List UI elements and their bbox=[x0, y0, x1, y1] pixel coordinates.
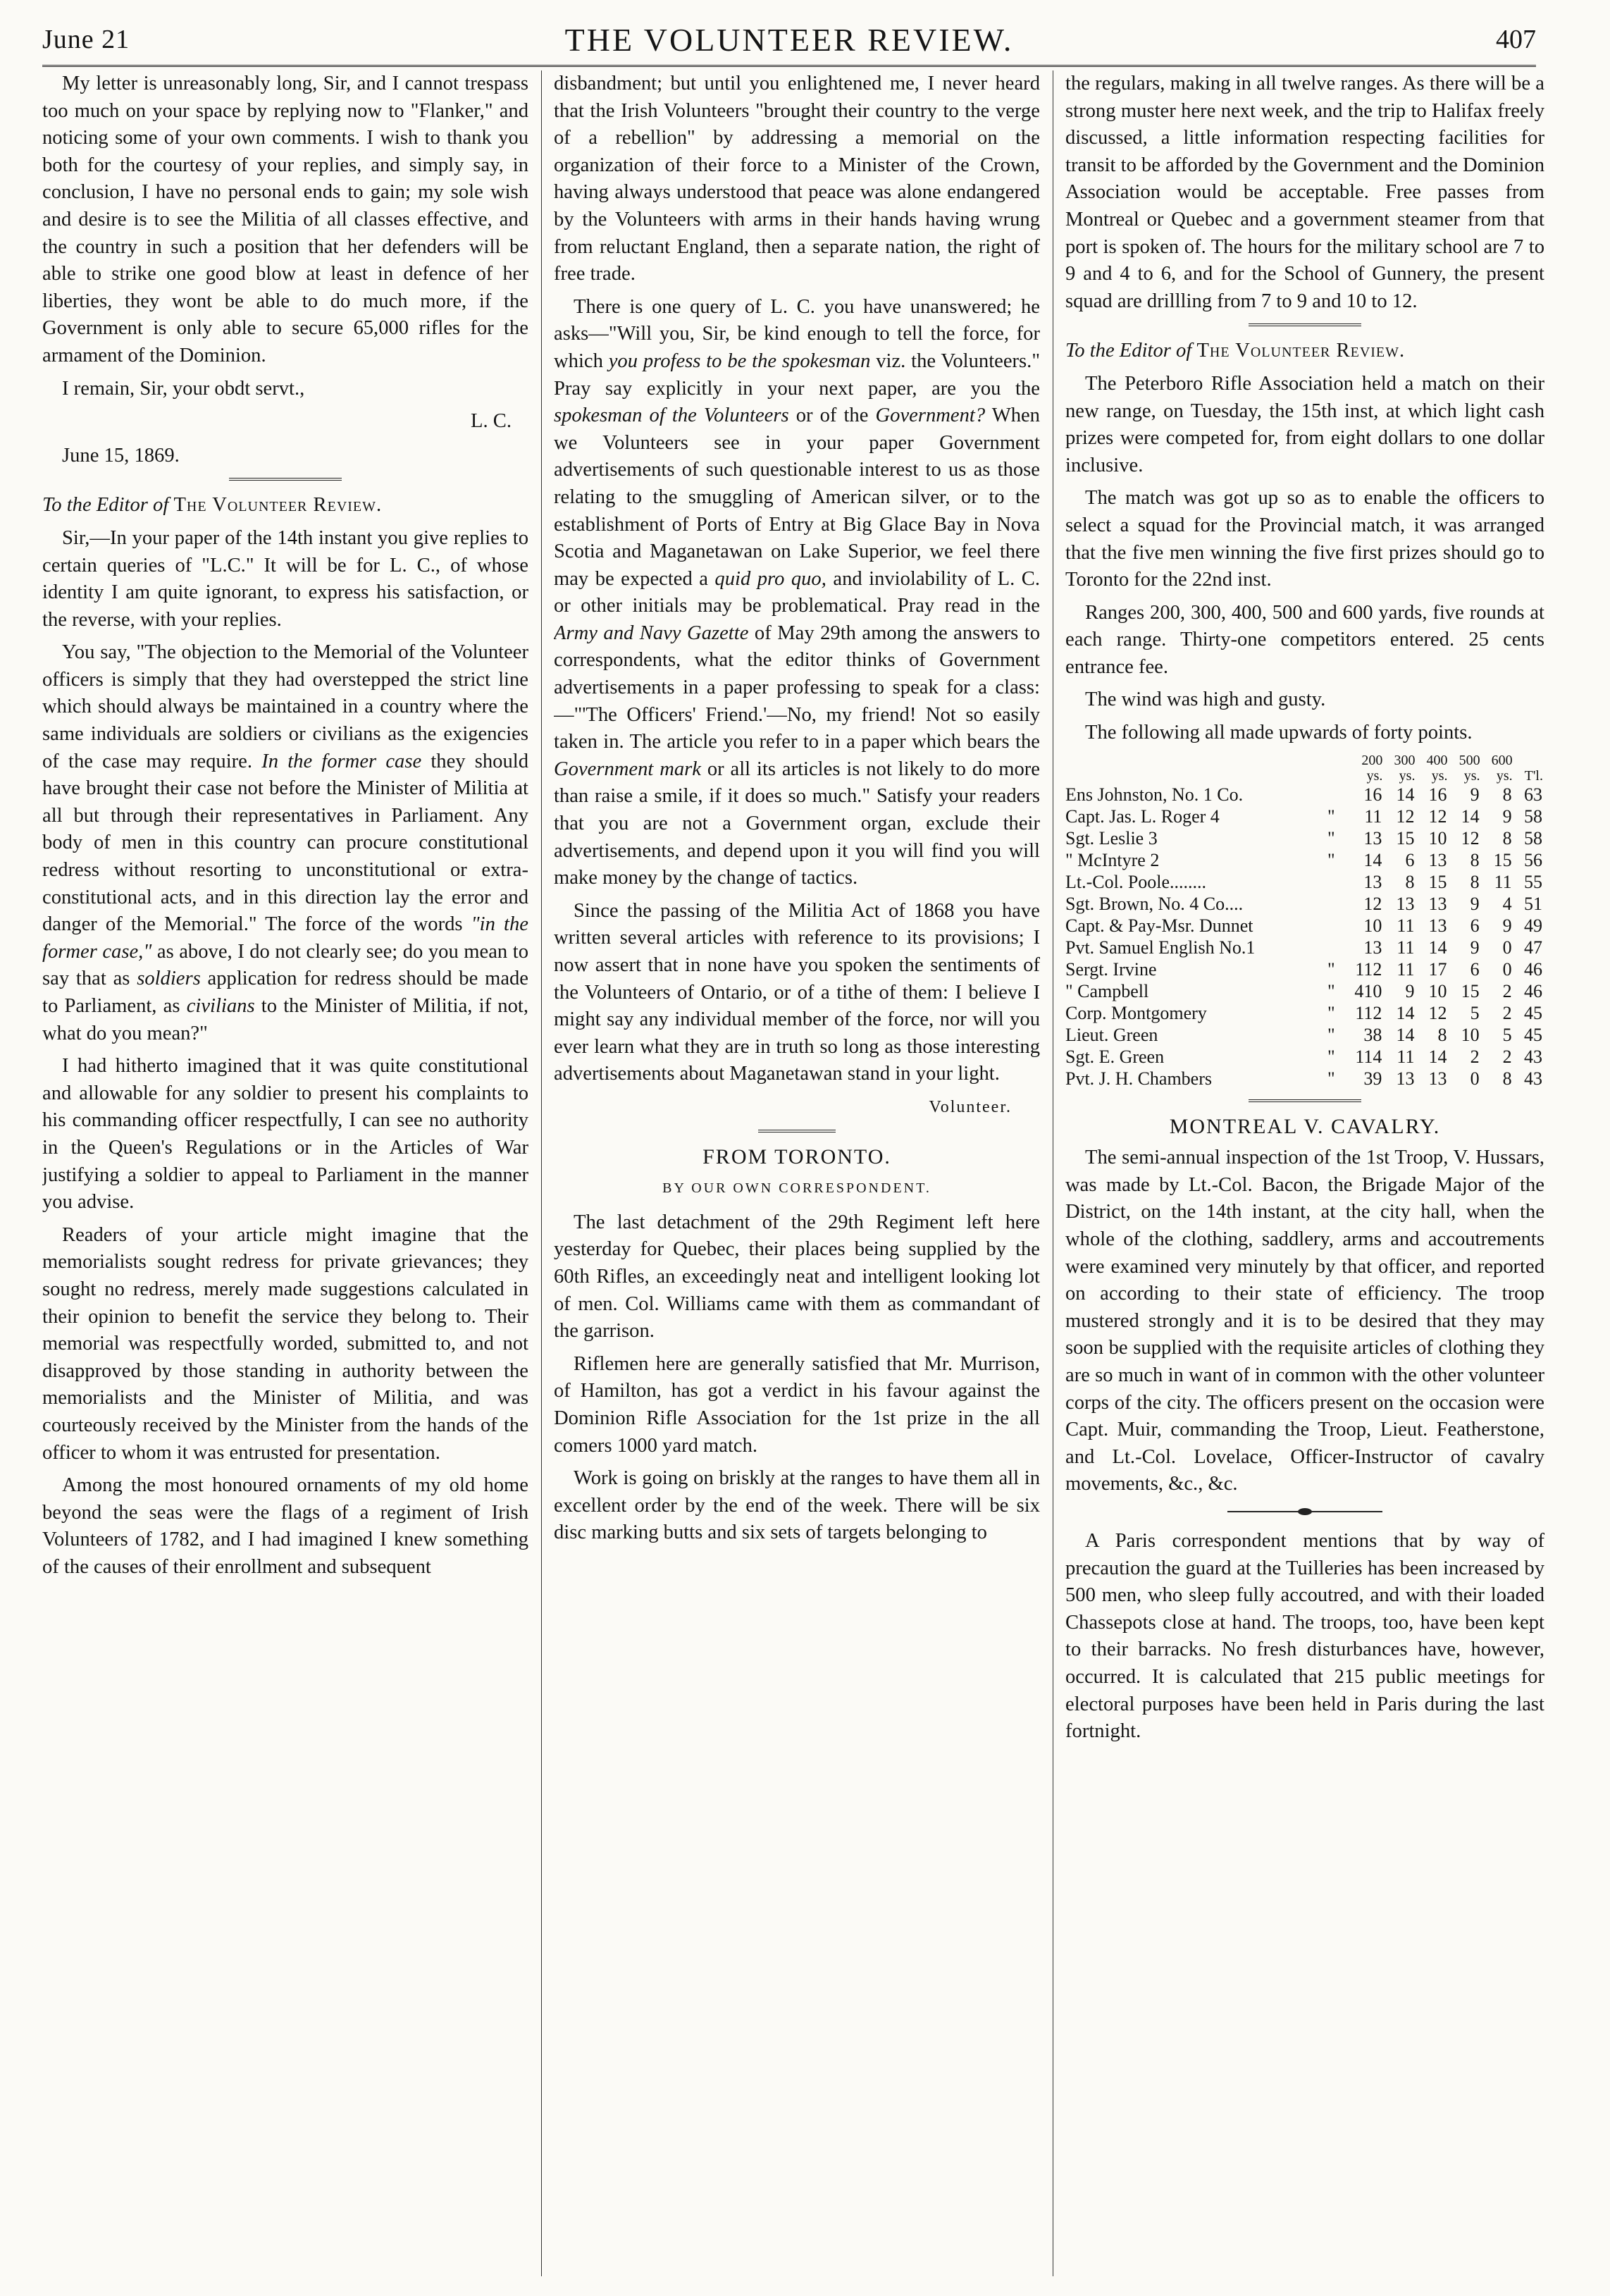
address-paper: The Volunteer Review. bbox=[173, 494, 383, 517]
range-score: 12 bbox=[1396, 806, 1415, 827]
table-row bbox=[1065, 980, 1544, 1002]
ditto-mark: " bbox=[1327, 980, 1335, 1001]
range-score bbox=[1341, 1002, 1384, 1024]
article-paragraph: The wind was high and gusty. bbox=[1085, 689, 1326, 711]
ditto-mark: " bbox=[1327, 806, 1335, 827]
range-score: 6 bbox=[1470, 915, 1480, 936]
range-score: 6 bbox=[1405, 849, 1415, 870]
table-row bbox=[1065, 827, 1544, 849]
range-score: 8 bbox=[1470, 849, 1480, 870]
letter-signature: L. C. bbox=[471, 410, 512, 433]
letter-paragraph: Readers of your article might imagine that the memorialists sought redress for private grievances; they sought no redress, merely made suggestions calculated in their opinion to benefit the service they belong to. Their memorial was respectfully worded, submitted to, and not disapproved by those standing in authority between the memorialists and the Minister of Militia, and was courteously received by the Minister from the hands of the officer to whom it was entrusted for presentation. bbox=[42, 1223, 528, 1464]
ditto-mark: " bbox=[1327, 1024, 1335, 1045]
letter-paragraph bbox=[554, 294, 1040, 892]
competitor-name: Ens Johnston, No. 1 Co. bbox=[1065, 784, 1244, 805]
italic-run: you profess to be the spokesman bbox=[608, 350, 871, 372]
score-fragment: 9 bbox=[1373, 1068, 1382, 1089]
total-score: 56 bbox=[1524, 849, 1542, 870]
range-score: 14 bbox=[1428, 1046, 1447, 1067]
ditto-mark bbox=[1325, 915, 1342, 937]
score-header-blank bbox=[1065, 768, 1325, 784]
text-run: There is one query of L. C. you have unanswered; he asks—"Will you, Sir, be kind enough to tell the force, for which bbox=[554, 295, 1040, 372]
range-score: 9 bbox=[1470, 893, 1480, 914]
score-fragment: 10 bbox=[1363, 980, 1382, 1001]
score-fragment: 1 bbox=[1355, 1002, 1364, 1023]
range-score: 12 bbox=[1363, 893, 1382, 914]
ditto-mark: " bbox=[1327, 1068, 1335, 1089]
range-score: 9 bbox=[1470, 784, 1480, 805]
competitor-name: " McIntyre 2 bbox=[1065, 849, 1160, 870]
total-score: 46 bbox=[1524, 958, 1542, 980]
range-score: 0 bbox=[1470, 1068, 1480, 1089]
range-score: 2 bbox=[1502, 1046, 1512, 1067]
letter-address bbox=[1065, 338, 1544, 365]
range-score bbox=[1341, 958, 1384, 980]
italic-run: Government mark bbox=[554, 758, 701, 780]
range-score: 11 bbox=[1397, 937, 1415, 958]
column-3 bbox=[1065, 70, 1544, 2276]
range-score: 12 bbox=[1461, 827, 1480, 848]
range-score bbox=[1341, 1024, 1384, 1046]
range-score: 13 bbox=[1396, 1068, 1415, 1089]
total-score: 45 bbox=[1524, 1002, 1542, 1023]
score-fragment: 12 bbox=[1363, 958, 1382, 980]
range-score: 14 bbox=[1428, 937, 1447, 958]
ditto-mark: " bbox=[1327, 849, 1335, 870]
article-paragraph: Work is going on briskly at the ranges to have them all in excellent order by the end of the week. There will be six disc marking butts and six sets of targets belonging to bbox=[554, 1467, 1040, 1544]
article-paragraph: The Peterboro Rifle Association held a match on their new range, on Tuesday, the 15th inst, at which light cash prizes were competed for, from eight dollars to one dollar inclusive. bbox=[1065, 372, 1544, 476]
total-score: 55 bbox=[1524, 871, 1542, 892]
range-score: 0 bbox=[1502, 937, 1512, 958]
range-score: 13 bbox=[1363, 871, 1382, 892]
range-score: 2 bbox=[1502, 980, 1512, 1001]
table-row bbox=[1065, 1024, 1544, 1046]
range-score: 14 bbox=[1363, 849, 1382, 870]
score-header-blank bbox=[1065, 753, 1325, 768]
range-score: 12 bbox=[1428, 806, 1447, 827]
table-row bbox=[1065, 915, 1544, 937]
text-run: You say, "The objection to the Memorial of the Volunteer officers is simply that they had overstepped the strict line which should always be maintained in a country where the same individuals are soldiers or civilians as the exigencies of the case may require. bbox=[42, 641, 528, 772]
score-fragment: 4 bbox=[1354, 980, 1364, 1001]
competitor-name: Sergt. Irvine bbox=[1065, 958, 1157, 980]
article-paragraph: The semi-annual inspection of the 1st Troop, V. Hussars, was made by Lt.-Col. Bacon, the Brigade Major of the District, on the 14th instant, at the city hall, when the whole of the clothing, saddlery, arms and accoutrements were examined very minutely by that officer, and reported on according to their state of efficiency. The troop mustered strongly and it is to be desired that they may soon be supplied with the requisite articles of clothing they are so much in want of in common with the other volunteer corps of the city. The officers present on the occasion were Capt. Muir, commanding the Troop, Lieut. Featherstone, and Lt.-Col. Lovelace, Officer-Instructor of cavalry movements, &c., &c. bbox=[1065, 1147, 1544, 1495]
article-paragraph: A Paris correspondent mentions that by way of precaution the guard at the Tuilleries has been increased by 500 men, who sleep fully accoutred, and with their loaded Chassepots close at hand. The troops, too, have been kept to their barracks. No fresh disturbances have, however, occurred. It is calculated that 215 public meetings for electoral purposes have been held in Paris during the last fortnight. bbox=[1065, 1529, 1544, 1743]
range-score: 13 bbox=[1428, 1068, 1447, 1089]
unit-header: ys. bbox=[1496, 767, 1513, 784]
score-fragment: 12 bbox=[1363, 1002, 1382, 1023]
letter-address bbox=[42, 492, 528, 519]
competitor-name: Capt. Jas. L. Roger 4 bbox=[1065, 806, 1220, 827]
range-score: 9 bbox=[1470, 937, 1480, 958]
italic-run: In the former case bbox=[261, 750, 422, 772]
range-score: 13 bbox=[1428, 915, 1447, 936]
letter-paragraph: Among the most honoured ornaments of my old home beyond the seas were the flags of a regiment of Irish Volunteers of 1782, and I had imagined I knew something of the causes of their enrollment and subsequent bbox=[42, 1474, 528, 1578]
range-score: 5 bbox=[1470, 1002, 1480, 1023]
score-fragment: 3 bbox=[1363, 1024, 1373, 1045]
ornamental-divider bbox=[1227, 1511, 1382, 1512]
article-heading: MONTREAL V. CAVALRY. bbox=[1169, 1114, 1441, 1138]
column-rule-1 bbox=[541, 70, 542, 2276]
range-score: 10 bbox=[1461, 1024, 1480, 1045]
range-score: 9 bbox=[1405, 980, 1415, 1001]
range-score: 10 bbox=[1428, 980, 1447, 1001]
competitor-name: Capt. & Pay-Msr. Dunnet bbox=[1065, 915, 1253, 936]
ditto-mark: " bbox=[1327, 827, 1335, 848]
italic-run: civilians bbox=[186, 995, 255, 1017]
section-divider bbox=[758, 1130, 836, 1132]
score-fragment: 3 bbox=[1363, 1068, 1373, 1089]
range-score: 10 bbox=[1363, 915, 1382, 936]
range-score: 8 bbox=[1437, 1024, 1447, 1045]
article-heading: FROM TORONTO. bbox=[702, 1144, 891, 1168]
range-score: 15 bbox=[1428, 871, 1447, 892]
italic-run: "in the former case," bbox=[42, 913, 528, 963]
italic-run: soldiers bbox=[137, 968, 201, 990]
article-subheading: BY OUR OWN CORRESPONDENT. bbox=[662, 1180, 931, 1197]
range-score: 0 bbox=[1502, 958, 1512, 980]
letter-paragraph bbox=[42, 639, 528, 1047]
range-score: 15 bbox=[1396, 827, 1415, 848]
total-score: 47 bbox=[1524, 937, 1542, 958]
letter-signature: Volunteer. bbox=[929, 1097, 1012, 1116]
total-score: 43 bbox=[1524, 1068, 1542, 1089]
article-paragraph: The match was got up so as to enable the officers to select a squad for the Provincial match, it was arranged that the five men winning the five first prizes should go to Toronto for the 22nd inst. bbox=[1065, 487, 1544, 591]
competitor-name: Sgt. Brown, No. 4 Co.... bbox=[1065, 893, 1244, 914]
total-score: 46 bbox=[1524, 980, 1542, 1001]
range-score: 8 bbox=[1502, 1068, 1512, 1089]
score-header-blank bbox=[1514, 753, 1544, 768]
range-score: 4 bbox=[1502, 893, 1512, 914]
header-date: June 21 bbox=[42, 25, 130, 54]
range-header: 300 bbox=[1394, 752, 1416, 768]
total-score: 45 bbox=[1524, 1024, 1542, 1045]
column-2 bbox=[554, 70, 1040, 2276]
article-paragraph: Ranges 200, 300, 400, 500 and 600 yards, five rounds at each range. Thirty-one competitors entered. 25 cents entrance fee. bbox=[1065, 601, 1544, 678]
range-score: 8 bbox=[1502, 827, 1512, 848]
italic-run: quid pro quo, bbox=[714, 567, 826, 590]
range-score: 2 bbox=[1470, 1046, 1480, 1067]
range-score: 16 bbox=[1363, 784, 1382, 805]
range-score: 13 bbox=[1363, 937, 1382, 958]
range-score: 8 bbox=[1502, 784, 1512, 805]
competitor-name: Corp. Montgomery bbox=[1065, 1002, 1207, 1023]
range-score: 11 bbox=[1397, 915, 1415, 936]
range-score: 8 bbox=[1470, 871, 1480, 892]
score-header-blank bbox=[1325, 768, 1342, 784]
range-score: 15 bbox=[1461, 980, 1480, 1001]
table-row bbox=[1065, 958, 1544, 980]
letter-paragraph: disbandment; but until you enlightened me, I never heard that the Irish Volunteers "brought their country to the verge of a rebellion" by addressing a memorial on the organization of their force to a Minister of the Crown, having always understood that peace was alone endangered by the Volunteers with arms in their hands having wrung from reluctant England, then a separate nation, the right of free trade. bbox=[554, 73, 1040, 285]
section-divider bbox=[1249, 323, 1361, 326]
range-score: 12 bbox=[1428, 1002, 1447, 1023]
unit-header: ys. bbox=[1463, 767, 1480, 784]
text-run: as above, I do not clearly see; do you mean to say that as bbox=[42, 940, 528, 990]
table-row bbox=[1065, 871, 1544, 893]
range-score: 13 bbox=[1363, 827, 1382, 848]
total-score: 63 bbox=[1524, 784, 1542, 805]
text-run: and inviolability of L. C. or other initials may be problematical. Pray read in the bbox=[554, 567, 1040, 617]
table-row bbox=[1065, 849, 1544, 871]
score-fragment: 1 bbox=[1355, 1046, 1364, 1067]
section-divider bbox=[229, 478, 342, 481]
competitor-name: Sgt. E. Green bbox=[1065, 1046, 1165, 1067]
range-score: 13 bbox=[1428, 849, 1447, 870]
italic-run: Army and Navy Gazette bbox=[554, 622, 749, 644]
total-score: 58 bbox=[1524, 827, 1542, 848]
total-score: 51 bbox=[1524, 893, 1542, 914]
article-paragraph: The last detachment of the 29th Regiment left here yesterday for Quebec, their places being supplied by the 60th Rifles, an exceedingly neat and intelligent looking lot of men. Col. Williams came with them as commandant of the garrison. bbox=[554, 1211, 1040, 1343]
range-score bbox=[1341, 1046, 1384, 1068]
range-score bbox=[1341, 1068, 1384, 1090]
text-run: they should have brought their case not before the Minister of Militia at all but through their representatives in Parliament. Any body of men in this country can procure constitutional redress without resorting to unconstitutional or extra-constitutional acts, and in this direction lay the error and danger of the Memorial." The force of the words bbox=[42, 750, 528, 936]
range-score: 5 bbox=[1502, 1024, 1512, 1045]
score-header-ranges bbox=[1065, 753, 1544, 768]
text-run: When we Volunteers see in your paper Government advertisements of such questionable interest to us as those relating to the smuggling of American silver, or to the establishment of Ports of Entry at Big Glace Bay in Nova Scotia and Maganetawan on Lake Superior, we feel there may be expected a bbox=[554, 405, 1040, 590]
range-score: 6 bbox=[1470, 958, 1480, 980]
range-score: 14 bbox=[1396, 784, 1415, 805]
range-score: 9 bbox=[1502, 806, 1512, 827]
letter-paragraph: I had hitherto imagined that it was quite constitutional and allowable for any soldier to present his complaints to his commanding officer respectfully, I can see no authority in the Queen's Regulations or in the Articles of War justifying a soldier to appeal to Parliament in the manner you advise. bbox=[42, 1055, 528, 1214]
text-run: or of the bbox=[795, 405, 869, 427]
unit-header: ys. bbox=[1399, 767, 1416, 784]
table-row bbox=[1065, 893, 1544, 915]
range-score: 11 bbox=[1397, 958, 1415, 980]
unit-header: ys. bbox=[1366, 767, 1383, 784]
text-run: application for redress should be made to Parliament, as bbox=[42, 968, 528, 1017]
range-score: 13 bbox=[1396, 893, 1415, 914]
table-row bbox=[1065, 1046, 1544, 1068]
range-score bbox=[1341, 980, 1384, 1002]
text-run: or all its articles is not likely to do more than raise a smile, if it does so much." Satisfy your readers that you are not a Government organ, exclude their advertisements, and depend upon it you will find you will make money by the change of tactics. bbox=[554, 758, 1040, 889]
address-paper: The Volunteer Review. bbox=[1196, 340, 1406, 362]
competitor-name: Pvt. Samuel English No.1 bbox=[1065, 937, 1256, 958]
ditto-mark bbox=[1325, 937, 1342, 958]
ditto-mark: " bbox=[1327, 1002, 1335, 1023]
newspaper-title: THE VOLUNTEER REVIEW. bbox=[564, 22, 1014, 58]
score-fragment: 8 bbox=[1373, 1024, 1382, 1045]
range-score: 14 bbox=[1396, 1024, 1415, 1045]
range-score: 16 bbox=[1428, 784, 1447, 805]
score-header-blank bbox=[1325, 753, 1342, 768]
article-paragraph: the regulars, making in all twelve ranges. As there will be a strong muster here next week, and the trip to Halifax freely discussed, a little information respecting facilities for transit to be afforded by the Government and the Dominion Association would be acceptable. Free passes from Montreal or Quebec and a government steamer from that port is spoken of. The hours for the military school are 7 to 9 and 4 to 6, and for the School of Gunnery, the present squad are drillling from 7 to 9 and 10 to 12. bbox=[1065, 73, 1544, 312]
table-row bbox=[1065, 784, 1544, 806]
range-score: 8 bbox=[1405, 871, 1415, 892]
range-header: 500 bbox=[1459, 752, 1480, 768]
article-paragraph: Riflemen here are generally satisfied that Mr. Murrison, of Hamilton, has got a verdict in his favour against the Dominion Rifle Association for the 1st prize in the all comers 1000 yard match. bbox=[554, 1352, 1040, 1457]
table-row bbox=[1065, 937, 1544, 958]
range-score: 15 bbox=[1493, 849, 1512, 870]
score-table-body bbox=[1065, 784, 1544, 1090]
table-row bbox=[1065, 1068, 1544, 1090]
unit-header: ys. bbox=[1431, 767, 1448, 784]
score-table bbox=[1065, 753, 1544, 1090]
italic-run: Government? bbox=[875, 405, 986, 427]
letter-paragraph: Sir,—In your paper of the 14th instant you give replies to certain queries of "L.C." It will be for L. C., of whose identity I am quite ignorant, to express his satisfaction, or the reverse, with your replies. bbox=[42, 526, 528, 631]
ditto-mark bbox=[1325, 871, 1342, 893]
letter-paragraph: My letter is unreasonably long, Sir, and I cannot trespass too much on your space by replying now to "Flanker," and noticing some of your own comments. I wish to thank you both for the courtesy of your replies, and simply say, in conclusion, I have no personal ends to gain; my sole wish and desire is to see the Militia of all classes effective, and the country in such a position that her defenders will be able to strike one good blow at least in defence of her liberties, they wont be able to do much more, if the Government is only able to secure 65,000 rifles for the armament of the Dominion. bbox=[42, 73, 528, 366]
range-score: 11 bbox=[1397, 1046, 1415, 1067]
score-fragment: 14 bbox=[1363, 1046, 1382, 1067]
range-score: 13 bbox=[1428, 893, 1447, 914]
italic-run: spokesman of the Volunteers bbox=[554, 405, 789, 427]
range-header: 400 bbox=[1426, 752, 1448, 768]
table-row bbox=[1065, 1002, 1544, 1024]
ditto-mark bbox=[1325, 784, 1342, 806]
text-run: of May 29th among the answers to correspondents, what the editor thinks of Government advertisements in a paper professing to speak for a class:—"'The Officers' Friend.'—No, my friend! Not so easily taken in. The article you refer to in a paper which bears the bbox=[554, 622, 1040, 753]
range-score: 14 bbox=[1461, 806, 1480, 827]
text-run: viz. the Volunteers." Pray say explicitly in your next paper, are you the bbox=[554, 350, 1040, 400]
letter-paragraph: Since the passing of the Militia Act of 1868 you have written several articles with reference to its provisions; I now assert that in none have you spoken the sentiments of the Volunteers of Ontario, or of a tithe of them: I believe I might say any individual member of the force, nor will you ever learn what they are in truth so long as those interesting advertisements about Maganetawan stand in your light. bbox=[554, 899, 1040, 1085]
competitor-name: Sgt. Leslie 3 bbox=[1065, 827, 1158, 848]
page-header bbox=[42, 16, 1536, 67]
range-score: 11 bbox=[1494, 871, 1512, 892]
competitor-name: Lieut. Green bbox=[1065, 1024, 1158, 1045]
score-fragment: 1 bbox=[1355, 958, 1364, 980]
ditto-mark: " bbox=[1327, 958, 1335, 980]
score-header-units bbox=[1065, 768, 1544, 784]
ditto-mark: " bbox=[1327, 1046, 1335, 1067]
address-text: To the Editor of bbox=[42, 494, 169, 517]
page-number: 407 bbox=[1496, 25, 1536, 54]
range-score: 11 bbox=[1364, 806, 1382, 827]
address-text: To the Editor of bbox=[1065, 340, 1192, 362]
article-paragraph: The following all made upwards of forty points. bbox=[1085, 722, 1473, 744]
total-score: 49 bbox=[1524, 915, 1542, 936]
letter-closing: I remain, Sir, your obdt servt., bbox=[62, 377, 305, 400]
competitor-name: " Campbell bbox=[1065, 980, 1149, 1001]
range-score: 9 bbox=[1502, 915, 1512, 936]
total-score: 58 bbox=[1524, 806, 1542, 827]
section-divider bbox=[1249, 1099, 1361, 1102]
range-score: 17 bbox=[1428, 958, 1447, 980]
competitor-name: Lt.-Col. Poole........ bbox=[1065, 871, 1207, 892]
column-1 bbox=[42, 70, 528, 2276]
total-header: T'l. bbox=[1524, 767, 1543, 784]
range-header: 200 bbox=[1361, 752, 1383, 768]
ditto-mark bbox=[1325, 893, 1342, 915]
range-header: 600 bbox=[1491, 752, 1513, 768]
range-score: 2 bbox=[1502, 1002, 1512, 1023]
range-score: 10 bbox=[1428, 827, 1447, 848]
total-score: 43 bbox=[1524, 1046, 1542, 1067]
letter-date: June 15, 1869. bbox=[62, 444, 180, 467]
range-score: 14 bbox=[1396, 1002, 1415, 1023]
text-run: to the Minister of Militia, if not, what do you mean?" bbox=[42, 995, 528, 1044]
table-row bbox=[1065, 806, 1544, 827]
competitor-name: Pvt. J. H. Chambers bbox=[1065, 1068, 1212, 1089]
